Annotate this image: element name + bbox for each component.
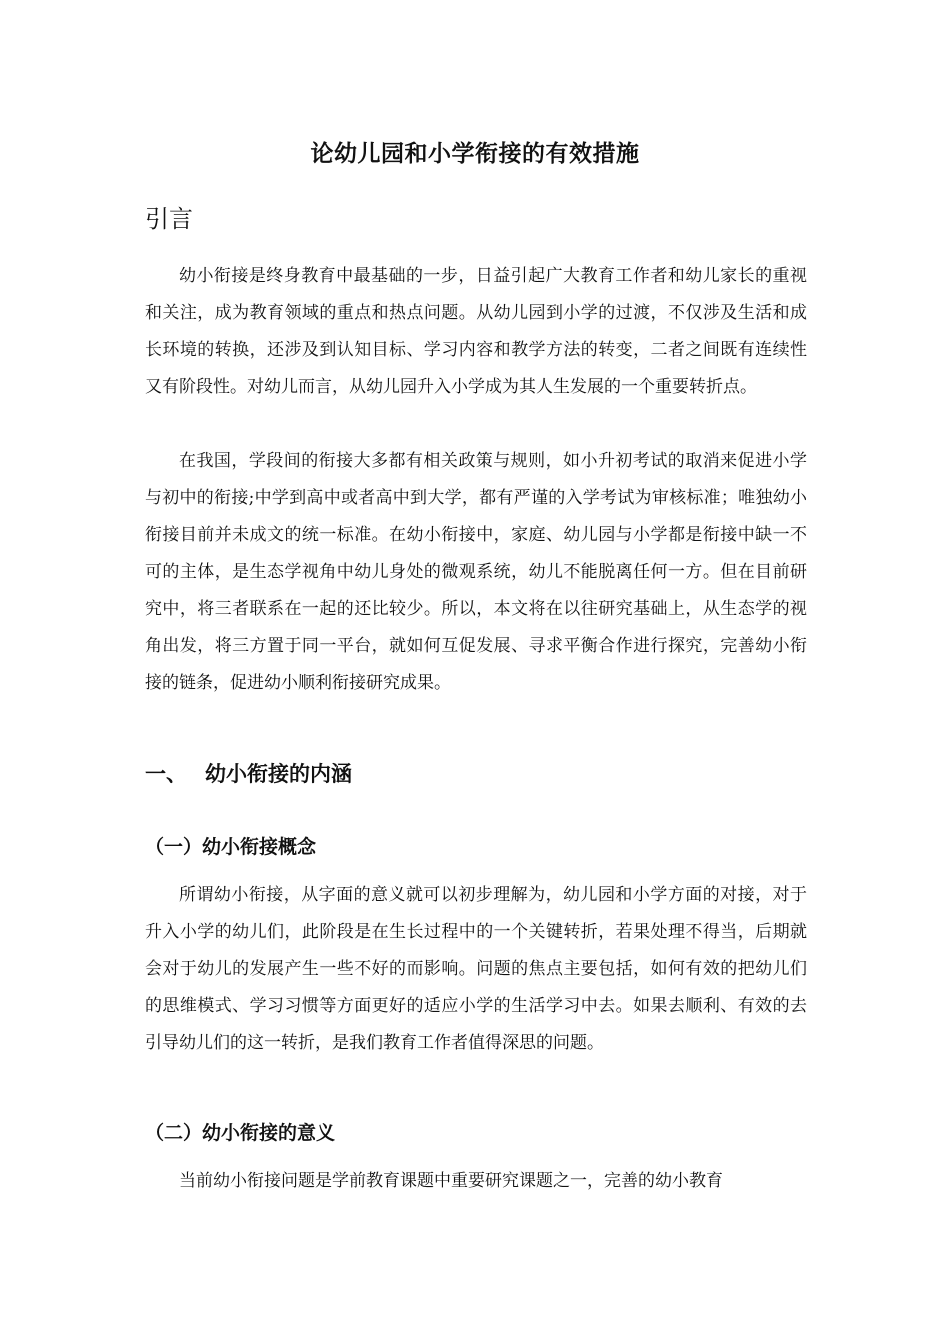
section-1-heading	[145, 758, 352, 788]
subsection-2-paragraph: 当前幼小衔接问题是学前教育课题中重要研究课题之一，完善的幼小教育	[179, 1171, 723, 1191]
subsection-1-paragraph: 所谓幼小衔接，从字面的意义就可以初步理解为，幼儿园和小学方面的对接，对于升入小学的幼儿们，此阶段是在生长过程中的一个关键转折，若果处理不得当，后期就会对于幼儿的发展产生一些不好的而影响。问题的焦点主要包括，如何有效的把幼儿们的思维模式、学习习惯等方面更好的适应小学的生活学习中去。如果去顺利、有效的去引导幼儿们的这一转折，是我们教育工作者值得深思的问题。	[145, 885, 807, 1053]
intro-paragraph-2: 在我国，学段间的衔接大多都有相关政策与规则，如小升初考试的取消来促进小学与初中的衔接;中学到高中或者高中到大学，都有严谨的入学考试为审核标准；唯独幼小衔接目前并未成文的统一标准。在幼小衔接中，家庭、幼儿园与小学都是衔接中缺一不可的主体，是生态学视角中幼儿身处的微观系统，幼儿不能脱离任何一方。但在目前研究中，将三者联系在一起的还比较少。所以，本文将在以往研究基础上，从生态学的视角出发，将三方置于同一平台，就如何互促发展、寻求平衡合作进行探究，完善幼小衔接的链条，促进幼小顺利衔接研究成果。	[145, 451, 807, 693]
section-1-title: 幼小衔接的内涵	[205, 762, 352, 786]
subsection-2-heading: （二）幼小衔接的意义	[145, 1122, 336, 1144]
intro-heading: 引言	[145, 205, 193, 233]
document-title: 论幼儿园和小学衔接的有效措施	[310, 141, 640, 167]
section-1-number: 一、	[145, 762, 187, 786]
subsection-1-heading: （一）幼小衔接概念	[145, 836, 317, 858]
intro-paragraph-1: 幼小衔接是终身教育中最基础的一步，日益引起广大教育工作者和幼儿家长的重视和关注，成为教育领域的重点和热点问题。从幼儿园到小学的过渡，不仅涉及生活和成长环境的转换，还涉及到认知目标、学习内容和教学方法的转变，二者之间既有连续性又有阶段性。对幼儿而言，从幼儿园升入小学成为其人生发展的一个重要转折点。	[145, 266, 807, 397]
